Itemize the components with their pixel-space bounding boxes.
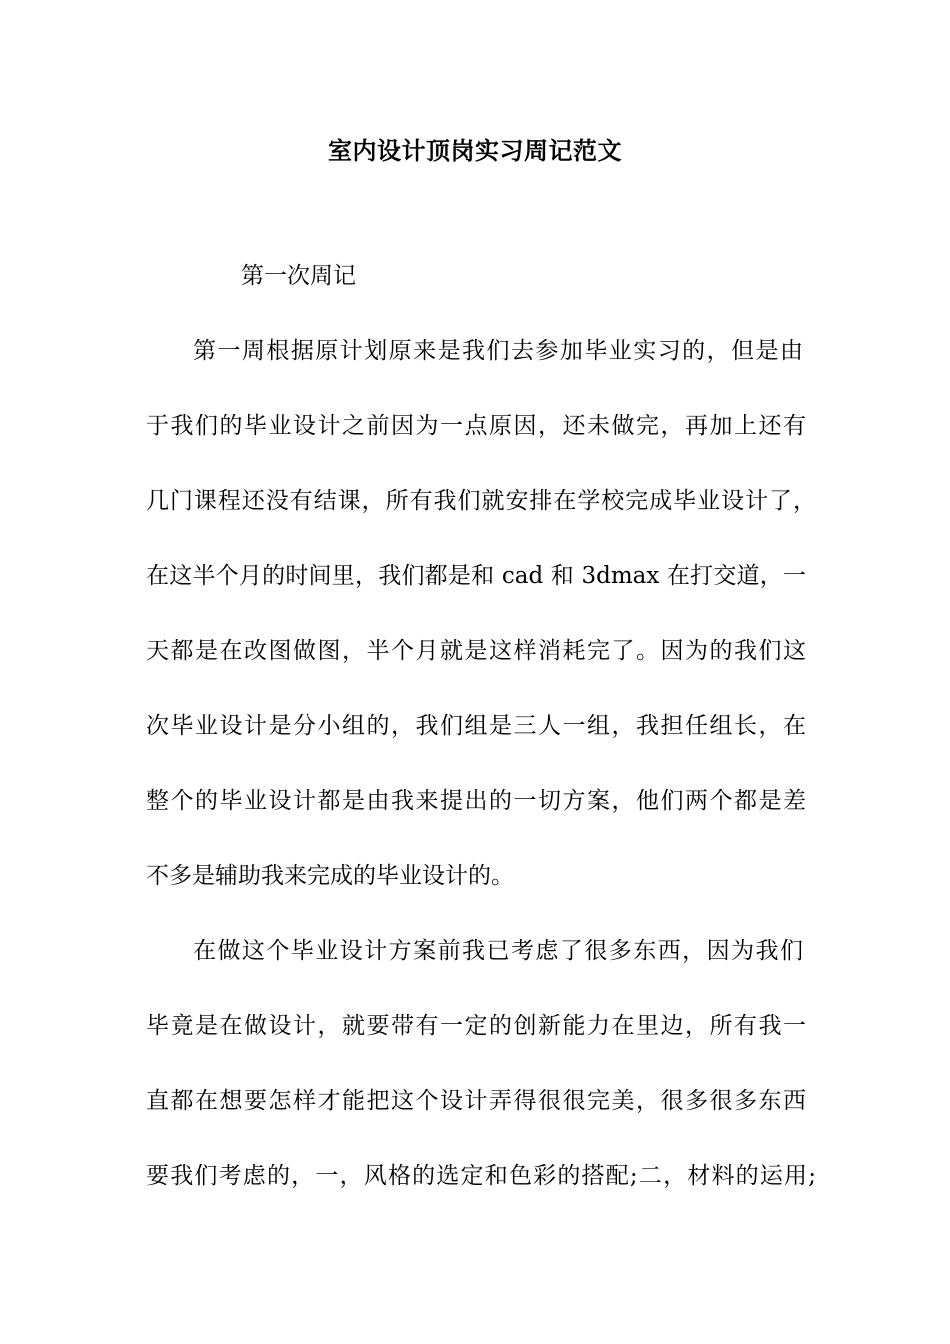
paragraph-1-line-8: 不多是辅助我来完成的毕业设计的。 xyxy=(146,863,514,889)
paragraph-2-line-2: 毕竟是在做设计，就要带有一定的创新能力在里边，所有我一 xyxy=(146,1013,806,1039)
paragraph-2-line-3: 直都在想要怎样才能把这个设计弄得很很完美，很多很多东西 xyxy=(146,1088,806,1114)
paragraph-2-line-1: 在做这个毕业设计方案前我已考虑了很多东西，因为我们 xyxy=(193,938,803,964)
paragraph-1-line-5: 天都是在改图做图，半个月就是这样消耗完了。因为的我们这 xyxy=(146,638,806,664)
paragraph-1-line-4: 在这半个月的时间里，我们都是和 cad 和 3dmax 在打交道，一 xyxy=(146,563,806,589)
document-title: 室内设计顶岗实习周记范文 xyxy=(328,136,622,165)
paragraph-1-line-1: 第一周根据原计划原来是我们去参加毕业实习的，但是由 xyxy=(193,338,803,364)
paragraph-1-line-2: 于我们的毕业设计之前因为一点原因，还未做完，再加上还有 xyxy=(146,413,806,439)
paragraph-1-line-3: 几门课程还没有结课，所有我们就安排在学校完成毕业设计了， xyxy=(146,488,816,514)
section-heading: 第一次周记 xyxy=(241,263,356,289)
paragraph-1-line-7: 整个的毕业设计都是由我来提出的一切方案，他们两个都是差 xyxy=(146,788,806,814)
paragraph-1-line-6: 次毕业设计是分小组的，我们组是三人一组，我担任组长，在 xyxy=(146,713,806,739)
paragraph-2-line-4: 要我们考虑的，一，风格的选定和色彩的搭配;二，材料的运用; xyxy=(146,1163,816,1189)
